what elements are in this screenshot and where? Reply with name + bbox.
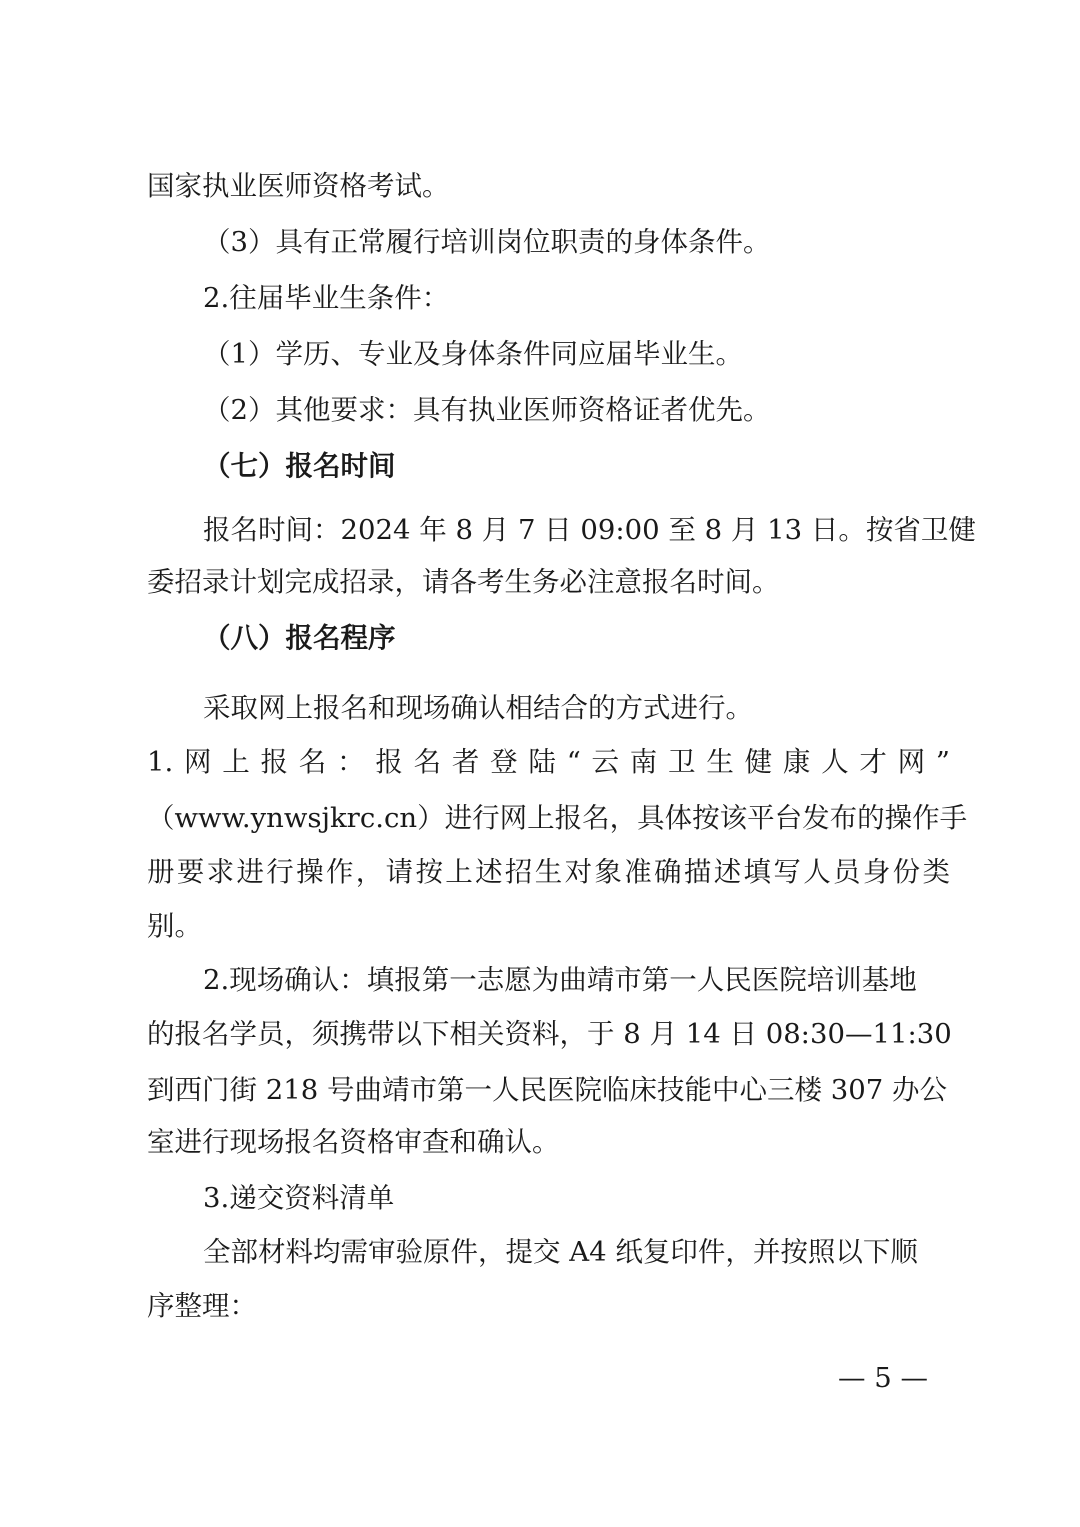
page-number: — 5 — [838,1362,928,1394]
text-line: 3.递交资料清单 [203,1182,395,1214]
text-line: 国家执业医师资格考试。 [147,170,450,202]
text-line: 委招录计划完成招录，请各考生务必注意报名时间。 [147,566,780,598]
text-line: 室进行现场报名资格审查和确认。 [147,1126,560,1158]
text-line: 册要求进行操作，请按上述招生对象准确描述填写人员身份类 [147,856,950,888]
text-line: 序整理： [147,1290,257,1322]
text-line: 2.往届毕业生条件： [203,282,450,314]
section-heading: （七）报名时间 [203,450,396,482]
text-line: 报名时间：2024 年 8 月 7 日 09:00 至 8 月 13 日。按省卫健 [203,514,976,546]
text-line: 全部材料均需审验原件，提交 A4 纸复印件，并按照以下顺 [203,1236,918,1268]
section-heading: （八）报名程序 [203,622,396,654]
text-line: 1.网上报名：报名者登陆“云南卫生健康人才网” [147,746,950,778]
text-line: 的报名学员，须携带以下相关资料，于 8 月 14 日 08:30—11:30 [147,1018,952,1050]
text-line: 别。 [147,910,202,942]
text-line: （2）其他要求：具有执业医师资格证者优先。 [203,394,771,426]
text-line: （1）学历、专业及身体条件同应届毕业生。 [203,338,743,370]
text-line: （www.ynwsjkrc.cn）进行网上报名，具体按该平台发布的操作手 [147,802,968,834]
text-line: 2.现场确认：填报第一志愿为曲靖市第一人民医院培训基地 [203,964,917,996]
text-line: 到西门街 218 号曲靖市第一人民医院临床技能中心三楼 307 办公 [147,1074,947,1106]
text-line: （3）具有正常履行培训岗位职责的身体条件。 [203,226,771,258]
text-line: 采取网上报名和现场确认相结合的方式进行。 [203,692,753,724]
